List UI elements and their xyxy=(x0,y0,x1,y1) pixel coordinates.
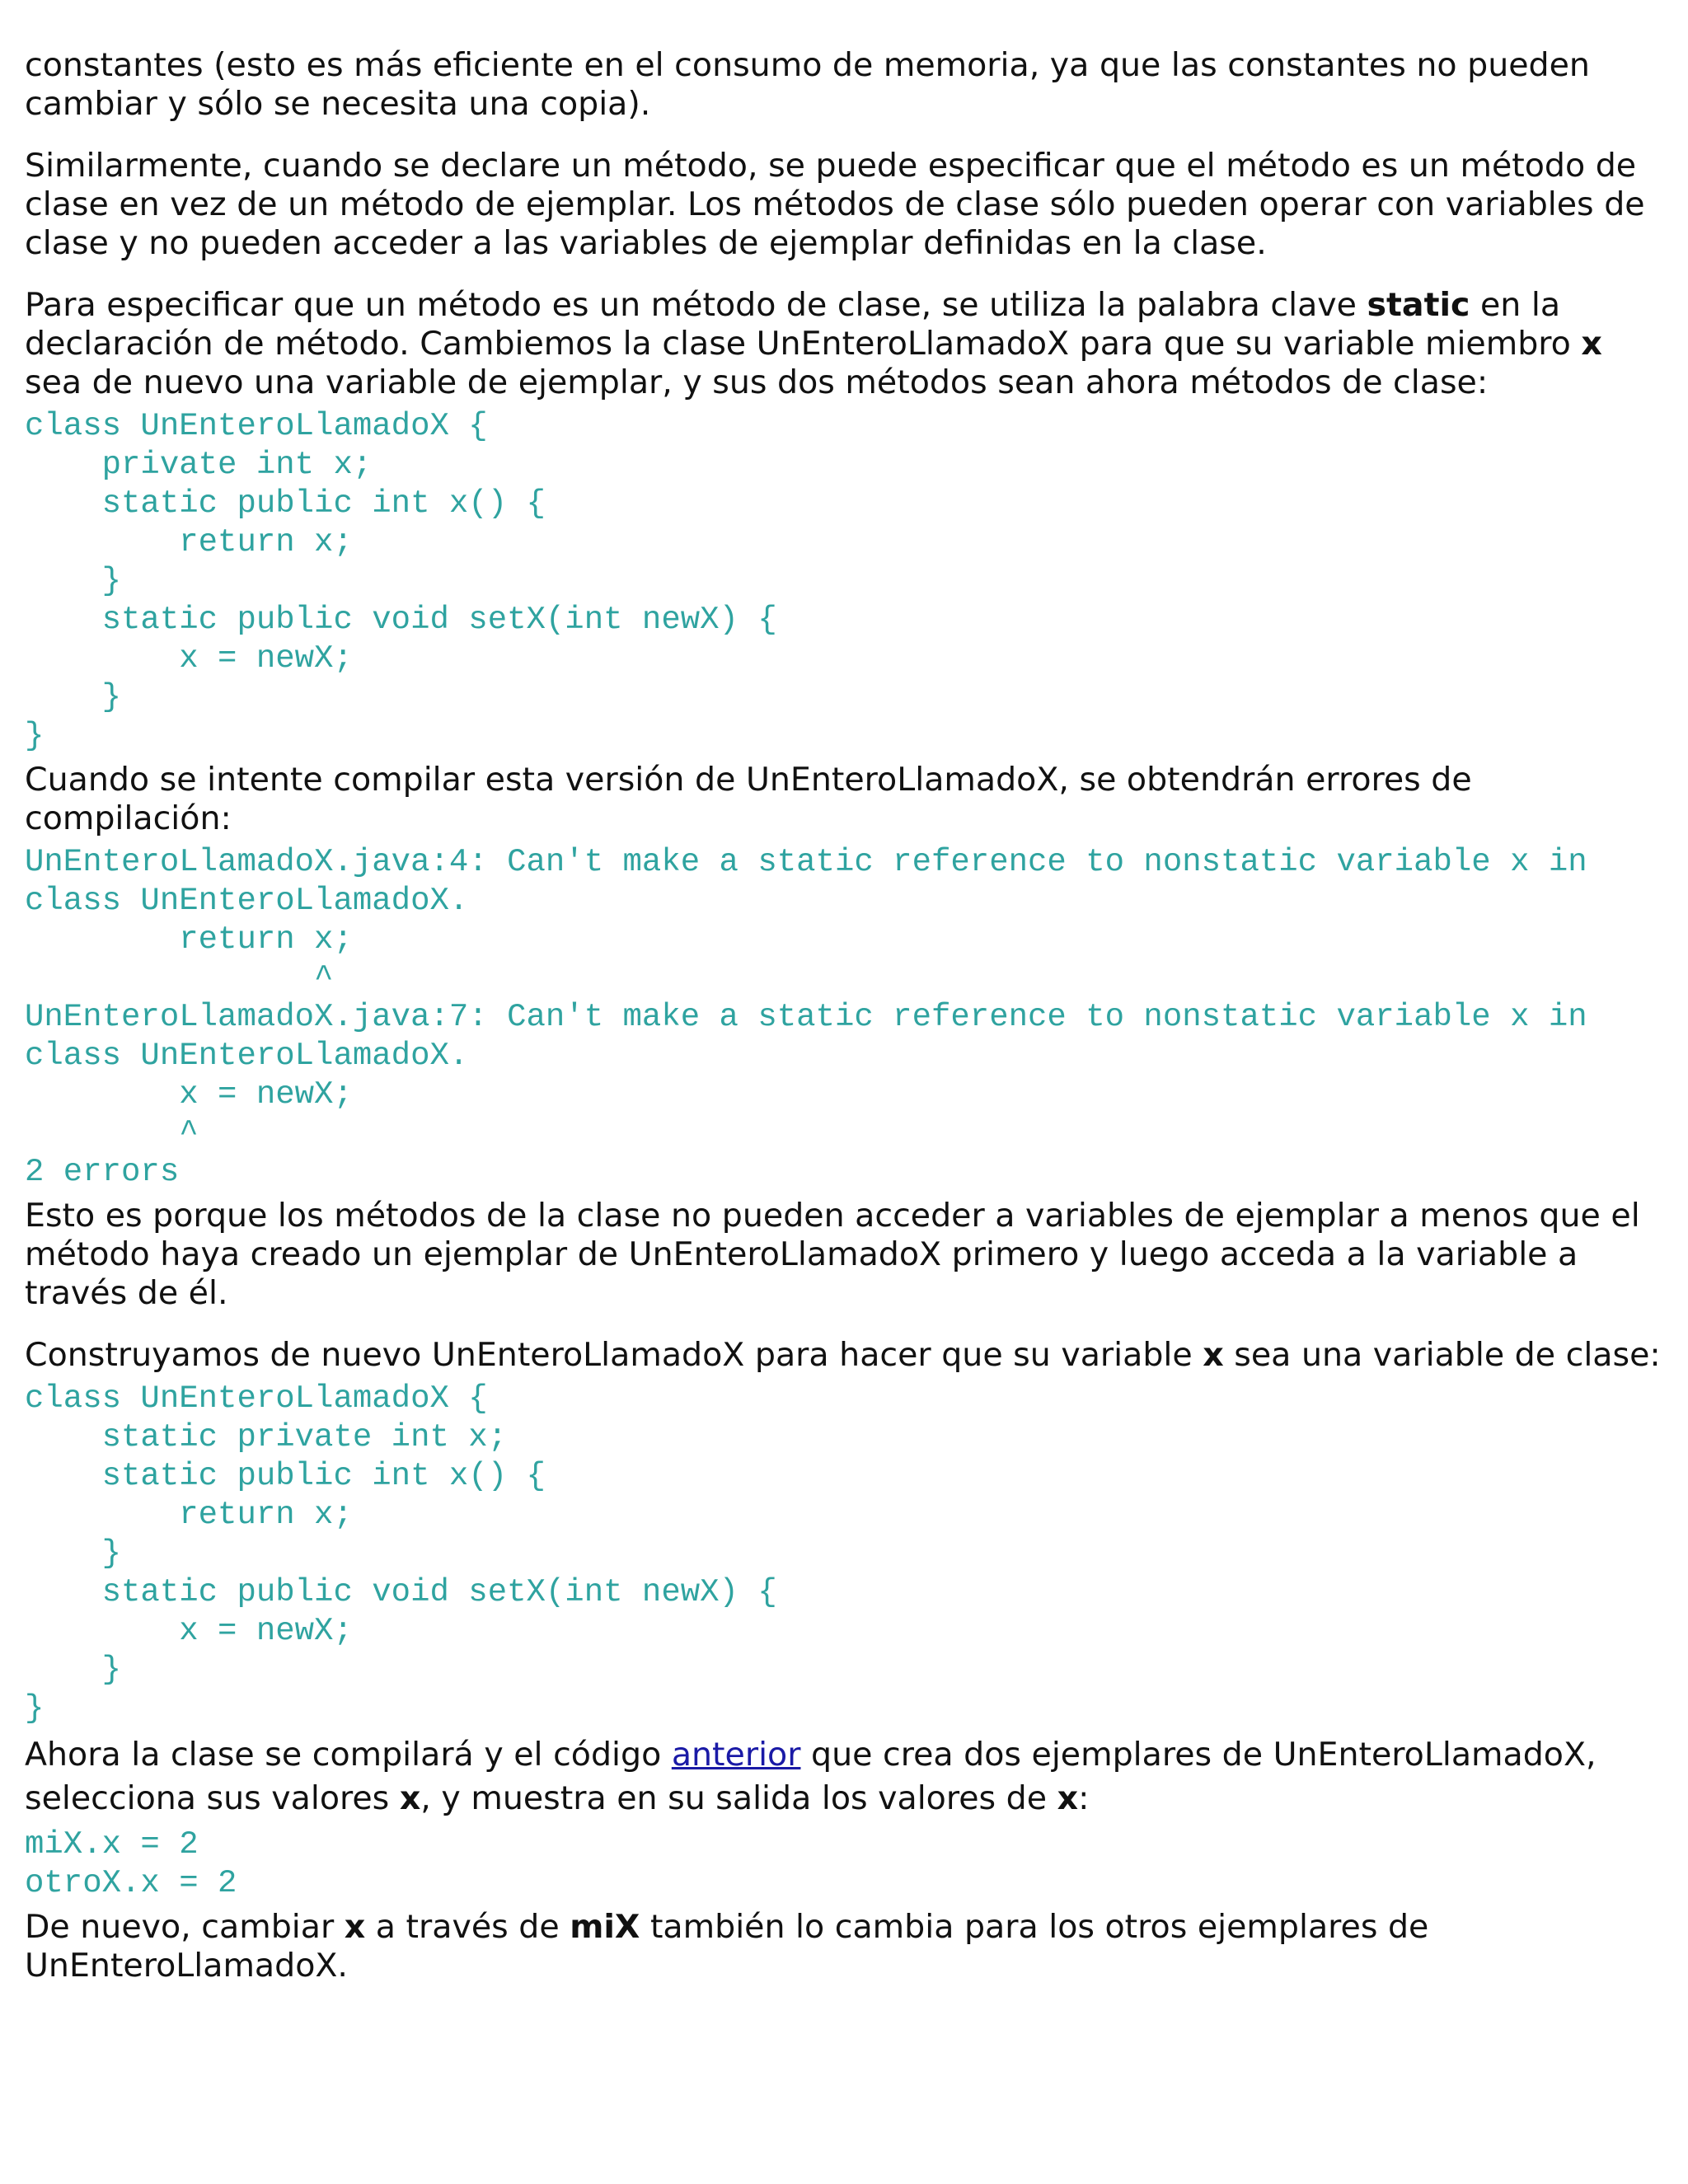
intro-paragraph-2: Similarmente, cuando se declare un método, se puede especificar que el método es un método de clase en vez de un método de ejemplar. Los métodos de clase sólo pueden operar con variables de clase y no pueden acceder a las variables de ejemplar definidas en la clase. xyxy=(25,147,1645,262)
intro-paragraph-3 xyxy=(25,286,1669,402)
code-block-instance-variable: class UnEnteroLlamadoX { private int x; static public int x() { return x; } static public void setX(int newX) { x = newX; } } xyxy=(25,408,777,754)
text-span: Para especificar que un método es un método de clase, se utiliza la palabra clave xyxy=(25,286,1367,324)
variable-x: x xyxy=(1581,325,1602,363)
rebuild-paragraph xyxy=(25,1336,1669,1375)
text-span: que crea dos ejemplares de UnEnteroLlamadoX, selecciona sus valores xyxy=(25,1736,1597,1817)
text-span: : xyxy=(1078,1779,1090,1817)
text-span: a través de xyxy=(365,1908,570,1946)
intro-paragraph-1: constantes (esto es más eficiente en el consumo de memoria, ya que las constantes no pueden cambiar y sólo se necesita una copia). xyxy=(25,46,1590,123)
variable-x: x xyxy=(399,1779,421,1817)
compile-paragraph: Cuando se intente compilar esta versión de UnEnteroLlamadoX, se obtendrán errores de compilación: xyxy=(25,761,1472,837)
output-block: miX.x = 2 otroX.x = 2 xyxy=(25,1826,237,1901)
text-span: Ahora la clase se compilará y el código xyxy=(25,1736,672,1774)
variable-mix: miX xyxy=(570,1908,640,1946)
code-block-class-variable: class UnEnteroLlamadoX { static private int x; static public int x() { return x; } static public void setX(int newX) { x = newX; } } xyxy=(25,1380,777,1727)
text-span: sea una variable de clase: xyxy=(1223,1336,1661,1374)
anterior-link[interactable]: anterior xyxy=(671,1736,801,1774)
text-span: también lo cambia para los otros ejemplares de UnEnteroLlamadoX. xyxy=(25,1908,1429,1985)
keyword-static: static xyxy=(1367,286,1470,324)
explain-paragraph: Esto es porque los métodos de la clase no pueden acceder a variables de ejemplar a menos que el método haya creado un ejemplar de UnEnteroLlamadoX primero y luego acceda a la variable a través de él. xyxy=(25,1197,1640,1312)
text-span: Construyamos de nuevo UnEnteroLlamadoX para hacer que su variable xyxy=(25,1336,1203,1374)
document-page xyxy=(25,46,1669,2008)
variable-x: x xyxy=(344,1908,366,1946)
variable-x: x xyxy=(1057,1779,1079,1817)
text-span: sea de nuevo una variable de ejemplar, y sus dos métodos sean ahora métodos de clase: xyxy=(25,363,1489,401)
text-span: , y muestra en su salida los valores de xyxy=(420,1779,1057,1817)
now-paragraph xyxy=(25,1733,1669,1821)
final-paragraph xyxy=(25,1908,1669,1985)
variable-x: x xyxy=(1203,1336,1224,1374)
text-span: en la declaración de método. Cambiemos la clase UnEnteroLlamadoX para que su variable miembro xyxy=(25,286,1582,363)
compiler-errors-block: UnEnteroLlamadoX.java:4: Can't make a static reference to nonstatic variable x in class UnEnteroLlamadoX. return x; ^ UnEnteroLlamadoX.java:7: Can't make a static reference to nonstatic variable x in class UnEnteroLlamadoX. x = newX; ^ 2 errors xyxy=(25,844,1587,1190)
text-span: De nuevo, cambiar xyxy=(25,1908,345,1946)
